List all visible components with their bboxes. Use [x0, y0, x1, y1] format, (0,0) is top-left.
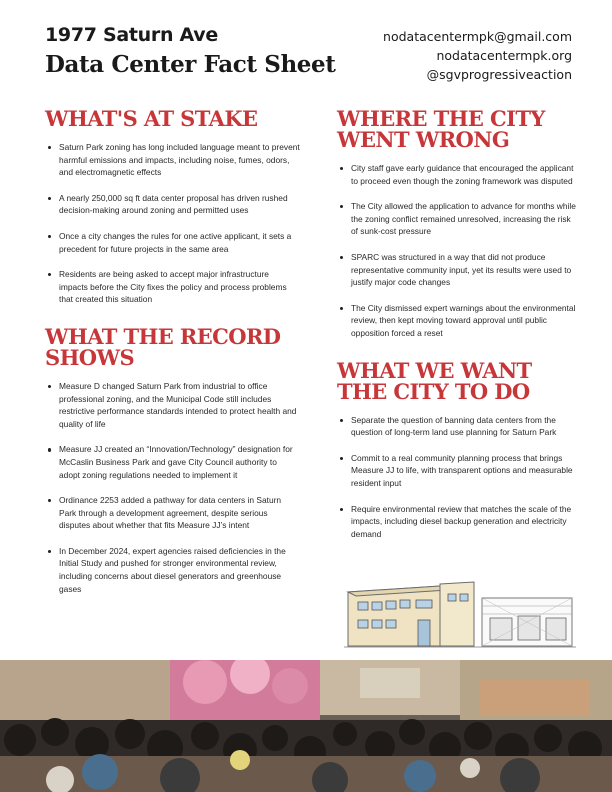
contact-block — [383, 27, 572, 84]
list-item: The City dismissed expert warnings about the environmental review, then kept moving toward approval until public opposition forced a reset — [337, 302, 577, 340]
social-handle[interactable]: @sgvprogressiveaction — [426, 67, 572, 82]
data-center-building-icon — [344, 570, 576, 650]
section-title: WHERE THE CITY WENT WRONG — [337, 106, 545, 152]
section-what-the-record-shows — [45, 323, 300, 595]
list-item: Residents are being asked to accept major infrastructure impacts before the City fixes the policy and process problems that created this situation — [45, 268, 300, 306]
list-item: Require environmental review that matches the scale of the impacts, including diesel backup generation and electricity demand — [337, 503, 577, 541]
list-item: Measure D changed Saturn Park from industrial to office professional zoning, and the Municipal Code still includes restrictive performance standards intended to protect health and quality of life — [45, 380, 300, 430]
list-item: A nearly 250,000 sq ft data center proposal has driven rushed decision-making around zoning and permitted uses — [45, 192, 300, 217]
community-meeting-photo — [0, 660, 612, 792]
list-item: Saturn Park zoning has long included language meant to prevent harmful emissions and impacts, including noise, fumes, odors, and electromagnetic effects — [45, 141, 300, 179]
list-item: Commit to a real community planning process that brings Measure JJ to life, with transparent options and measurable resident input — [337, 452, 577, 490]
list-item: Separate the question of banning data centers from the question of long-term land use planning for Saturn Park — [337, 414, 577, 439]
right-column — [337, 108, 577, 560]
section-title: WHAT'S AT STAKE — [45, 106, 258, 131]
page-title: Data Center Fact Sheet — [45, 51, 336, 78]
bullet-list — [45, 141, 300, 306]
bullet-list — [45, 380, 300, 595]
list-item: Measure JJ created an “Innovation/Technology” designation for McCaslin Business Park and gave City Council authority to adopt zoning regulations needed to implement it — [45, 443, 300, 481]
bullet-list — [337, 414, 577, 541]
section-what-we-want — [337, 357, 577, 541]
website-link[interactable]: nodatacentermpk.org — [436, 48, 572, 63]
section-title: WHAT THE RECORD SHOWS — [45, 323, 281, 370]
bullet-list — [337, 162, 577, 340]
header-left — [45, 24, 335, 78]
list-item: SPARC was structured in a way that did not produce representative community input, yet its results were used to justify major code changes — [337, 251, 577, 289]
email-link[interactable]: nodatacentermpk@gmail.com — [383, 29, 572, 44]
address: 1977 Saturn Ave — [45, 24, 218, 46]
list-item: Ordinance 2253 added a pathway for data centers in Saturn Park through a development agreement, despite serious disputes about whether that fits Measure JJ’s intent — [45, 494, 300, 532]
section-where-the-city-went-wrong — [337, 108, 577, 340]
list-item: The City allowed the application to advance for months while the zoning conflict remained unresolved, increasing the risk of sunk-cost pressure — [337, 200, 577, 238]
section-whats-at-stake — [45, 108, 300, 306]
list-item: City staff gave early guidance that encouraged the applicant to proceed even though the zoning framework was disputed — [337, 162, 577, 187]
list-item: In December 2024, expert agencies raised deficiencies in the Initial Study and pushed for stronger environmental review, including concerns about diesel generators and greenhouse gases — [45, 545, 300, 595]
section-title: WHAT WE WANT THE CITY TO DO — [337, 357, 532, 404]
left-column — [45, 108, 300, 615]
list-item: Once a city changes the rules for one active applicant, it sets a precedent for future projects in the same area — [45, 230, 300, 255]
